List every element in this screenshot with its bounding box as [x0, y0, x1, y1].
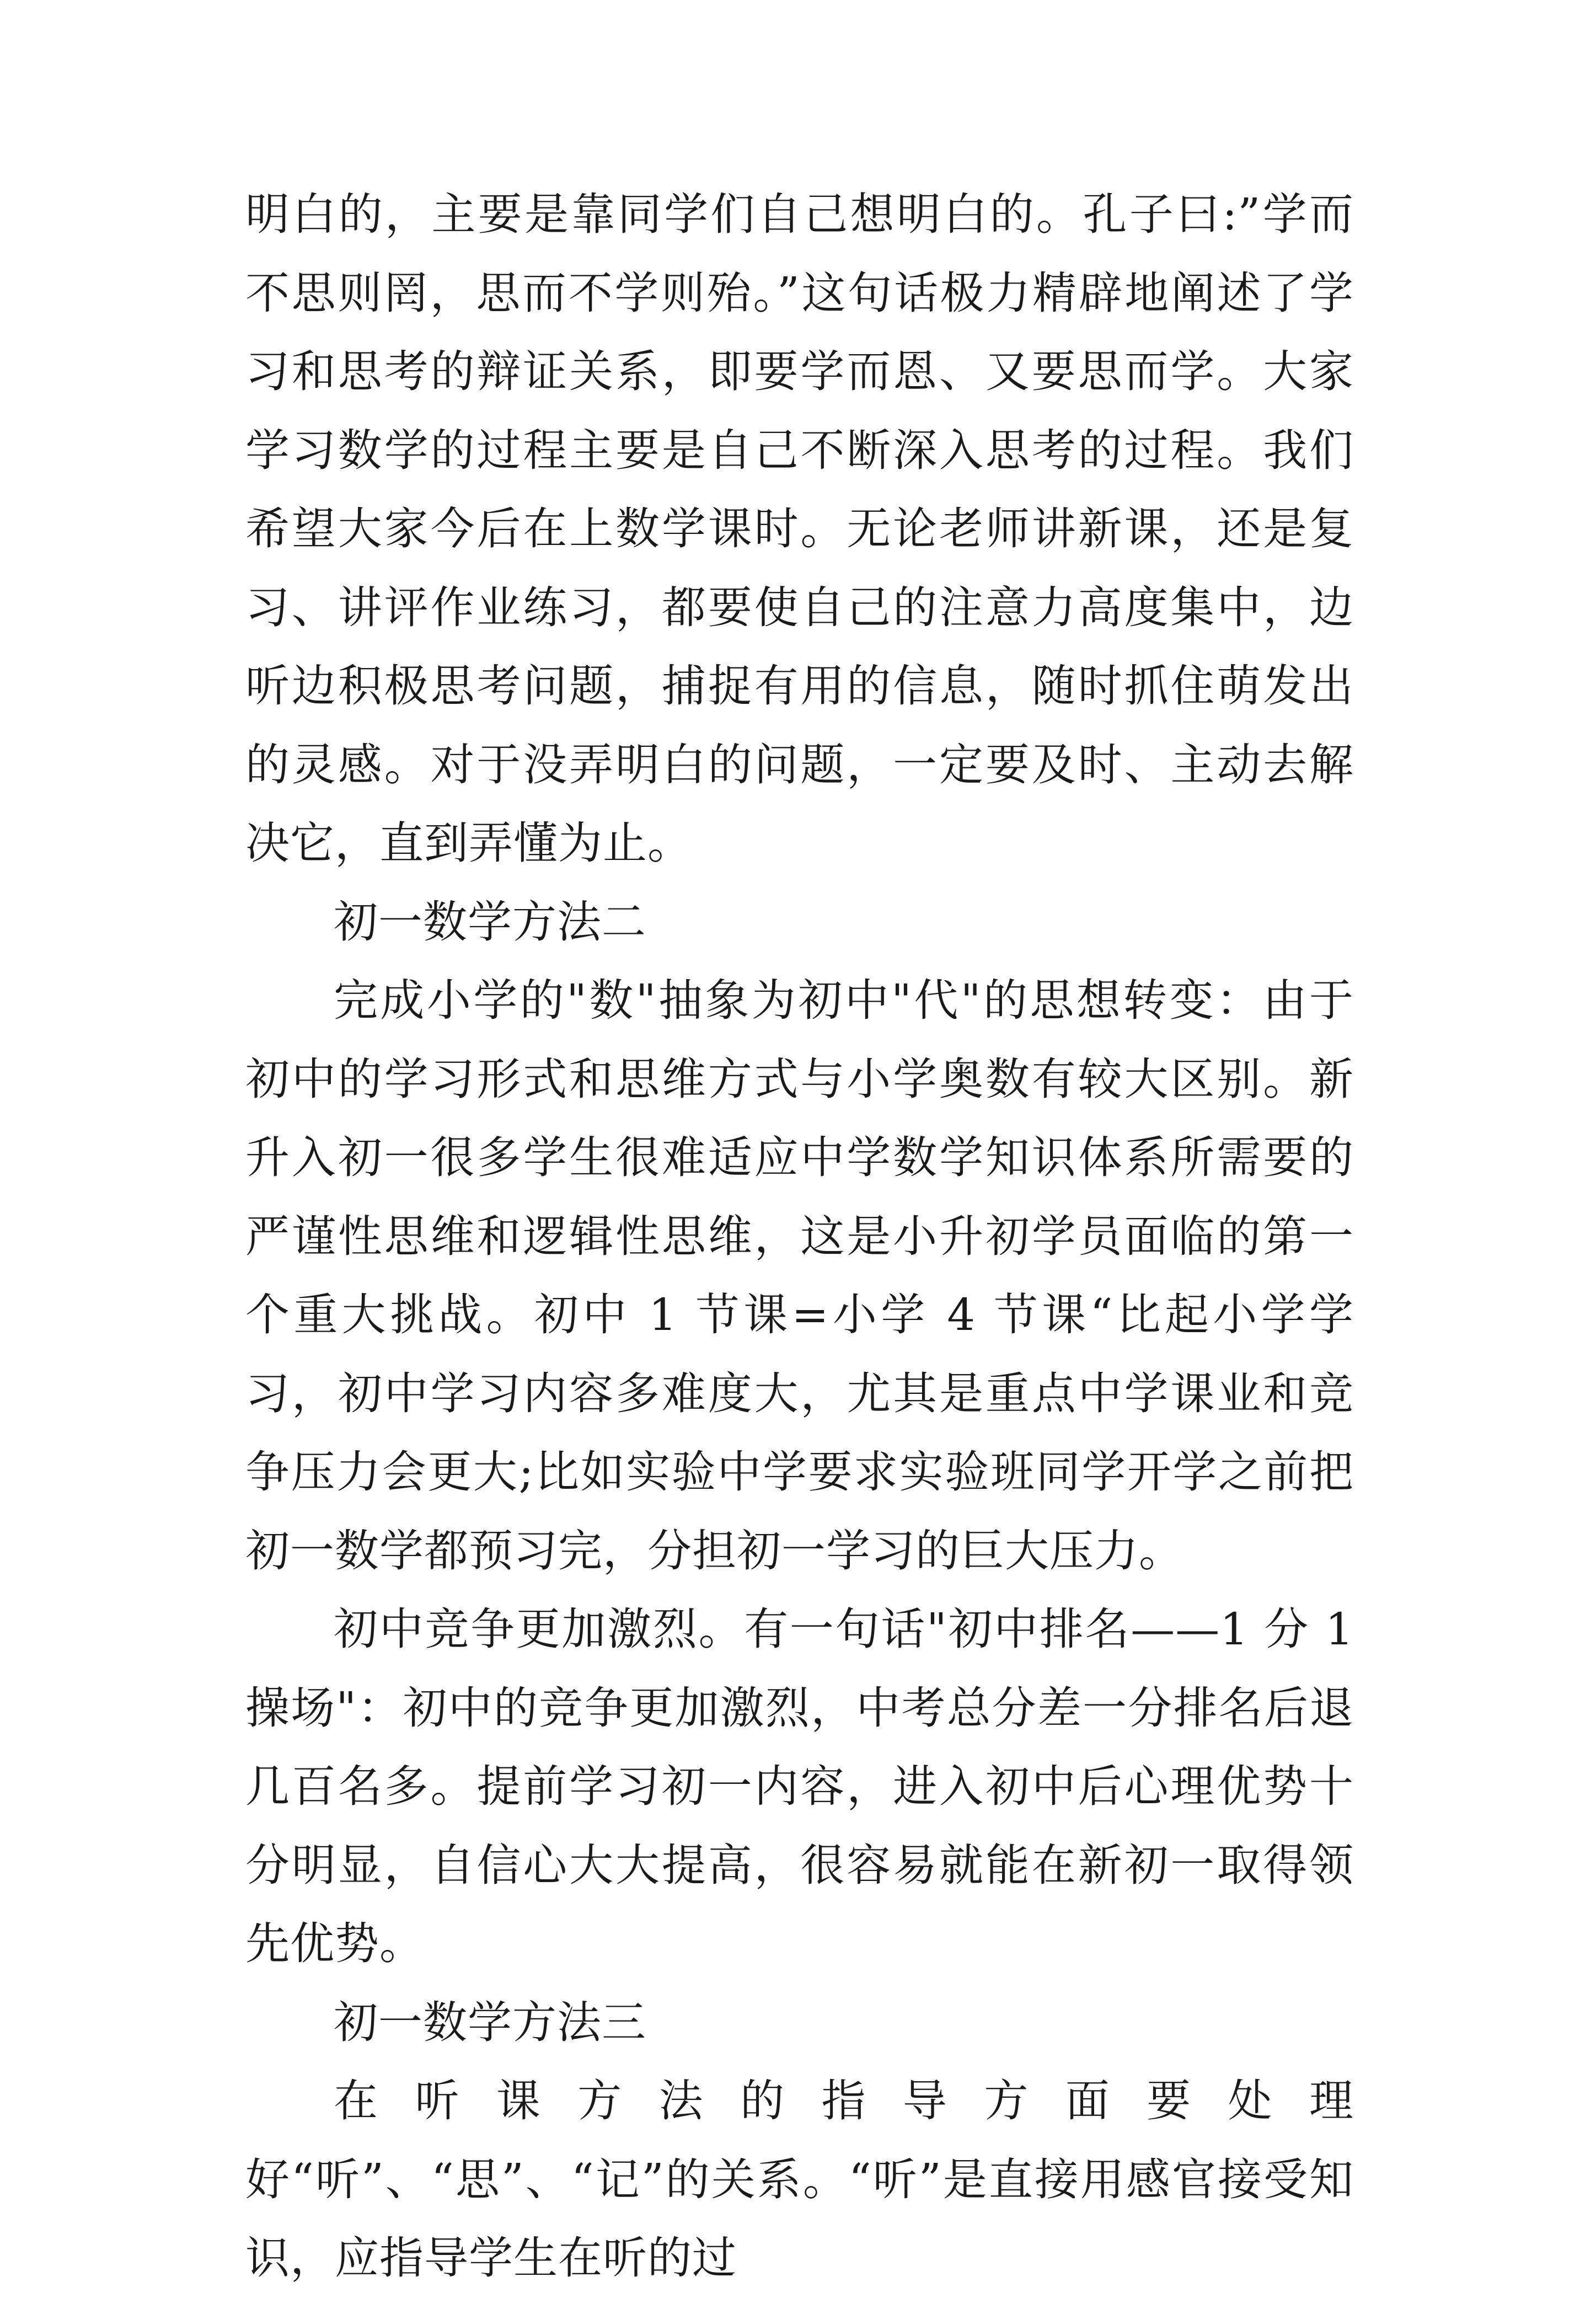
paragraph-continuation: 明白的，主要是靠同学们自己想明白的。孔子曰:”学而不思则罔，思而不学则殆。”这句话极力精辟地阐述了学习和思考的辩证关系，即要学而恩、又要思而学。大家学习数学的过程主要是自己不断深入思考的过程。我们希望大家今后在上数学课时。无论老师讲新课，还是复习、讲评作业练习，都要使自己的注意力高度集中，边听边积极思考问题，捕捉有用的信息，随时抓住萌发出的灵感。对于没弄明白的问题，一定要及时、主动去解决它，直到弄懂为止。 [245, 189, 1354, 869]
paragraph-method-2-body: 完成小学的"数"抽象为初中"代"的思想转变：由于初中的学习形式和思维方式与小学奥数有较大区别。新升入初一很多学生很难适应中学数学知识体系所需要的严谨性思维和逻辑性思维，这是小升初学员面临的第一个重大挑战。初中 1 节课=小学 4 节课“比起小学学习，初中学习内容多难度大，尤其是重点中学课业和竞争压力会更大;比如实验中学要求实验班同学开学之前把初一数学都预习完，分担初一学习的巨大压力。 [245, 975, 1354, 1576]
section-heading-method-3: 初一数学方法三 [334, 1996, 646, 2048]
section-heading-method-2: 初一数学方法二 [334, 896, 646, 948]
document-body [245, 175, 1354, 2298]
paragraph-method-3-body: 在听课方法的指导方面要处理好“听”、“思”、“记”的关系。“听”是直接用感官接受知识，应指导学生在听的过 [245, 2075, 1354, 2284]
paragraph-competition: 初中竞争更加激烈。有一句话"初中排名——1 分 1 操场"：初中的竞争更加激烈，中考总分差一分排名后退几百名多。提前学习初一内容，进入初中后心理优势十分明显，自信心大大提高，很容易就能在新初一取得领先优势。 [245, 1604, 1354, 1969]
